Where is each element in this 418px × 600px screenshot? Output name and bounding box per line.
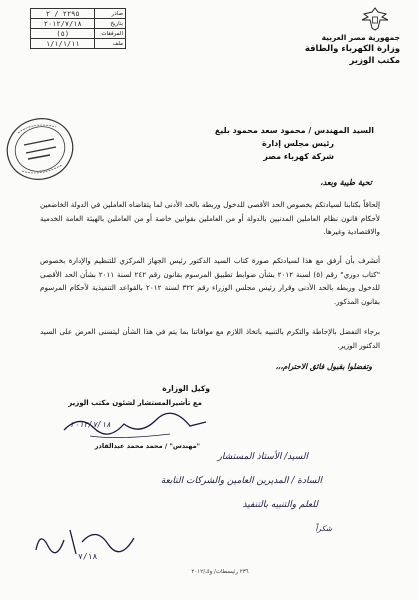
company-stamp-icon [4,115,76,183]
handwritten-date-top: ٢٠١٢/٧/١٨ [70,420,111,429]
registration-value: ١/١/١/١١ [31,39,95,49]
addressee-name: السيد المهندس / محمود سعد محمود بليغ [214,126,374,135]
paragraph-3: برجاء التفضل بالإحاطة والتكرم بالتنبيه باتخاذ اللازم مع موافاتنا بما يتم في هذا الشأن ليتسنى العرض على السيد الدكتور الوزير. [40,327,380,350]
registration-label: صادر [95,9,126,19]
addressee-title: رئيس مجلس إدارة [262,139,334,148]
handwritten-date-bottom: ٧/١٨ [78,552,98,561]
registration-label: ملف [95,39,126,49]
registration-row [31,39,126,49]
letterhead [290,32,400,67]
registration-value: ٢٠١٢/٧/١٨ [31,19,95,29]
letterhead-ministry: وزارة الكهرباء والطاقة [304,44,400,54]
registration-label: بتاريخ [95,19,126,29]
greeting: تحية طيبة وبعد، [320,178,372,187]
letterhead-republic: جمهورية مصر العربية [321,33,400,42]
closing-line: وتفضلوا بقبول فائق الاحترام،،، [275,362,372,371]
handwritten-line-1: السيد/ الأستاذ المستشار [217,452,308,462]
registration-box [30,8,126,49]
registration-row [31,29,126,39]
letterhead-office: مكتب الوزير [349,56,400,66]
eagle-emblem-icon [360,6,390,32]
footer-code: ٢٣٦ رئيسطات/ وك/٢٠١٢ [191,569,249,575]
paragraph-1: إلحاقاً بكتابنا لسيادتكم بخصوص الحد الأقصى للدخول وربطه بالحد الأدنى لما يتقاضاه العاملين في الدولة الخاضعين لأحكام قانون نظام العاملين المدنيين بالدولة أو من العاملين بقوانين خاصة أو من العاملين بالهيئة العامة الخدمية والاقتصادية وغيرها. [40,200,380,236]
handwritten-line-3: للعلم والتنبيه بالتنفيذ [242,500,318,510]
addressee-company: شركة كهرباء مصر [263,152,334,161]
registration-row [31,19,126,29]
registration-row [31,9,126,19]
registration-value: (٥) [31,29,95,39]
signature-title: وكيل الوزارة [162,384,210,393]
signature-name: "مهندس" / محمد محمد عبدالقادر [94,442,200,450]
registration-value: ٢٢٩٥ / ٢ [31,9,95,19]
registration-label: المرفقات [95,29,126,39]
addressee-block [114,124,374,163]
handwritten-line-2: السادة / المديرين العامين والشركات التابعة [160,476,322,486]
handwritten-line-4: شكراً [315,524,332,533]
paragraph-2: أتشرف بأن أرفق مع هذا لسيادتكم صورة كتاب السيد الدكتور رئيس الجهاز المركزي للتنظيم والإدارة بخصوص "كتاب دوري" رقم (٥) لسنة ٢٠١٢ بشأن ضوابط تطبيق المرسوم بقانون رقم ٢٤٢ لسنة ٢٠١١ بشأن الحد الأقصى للدخول وربطه بالحد الأدنى وقرار رئيس مجلس الوزراء رقم ٣٢٢ لسنة ٢٠١٢ بالقواعد التنفيذية لأحكام المرسوم بقانون المذكور. [40,256,380,306]
signature-subtitle: مع تأشيرالمستشار لشئون مكتب الوزير [68,399,202,407]
